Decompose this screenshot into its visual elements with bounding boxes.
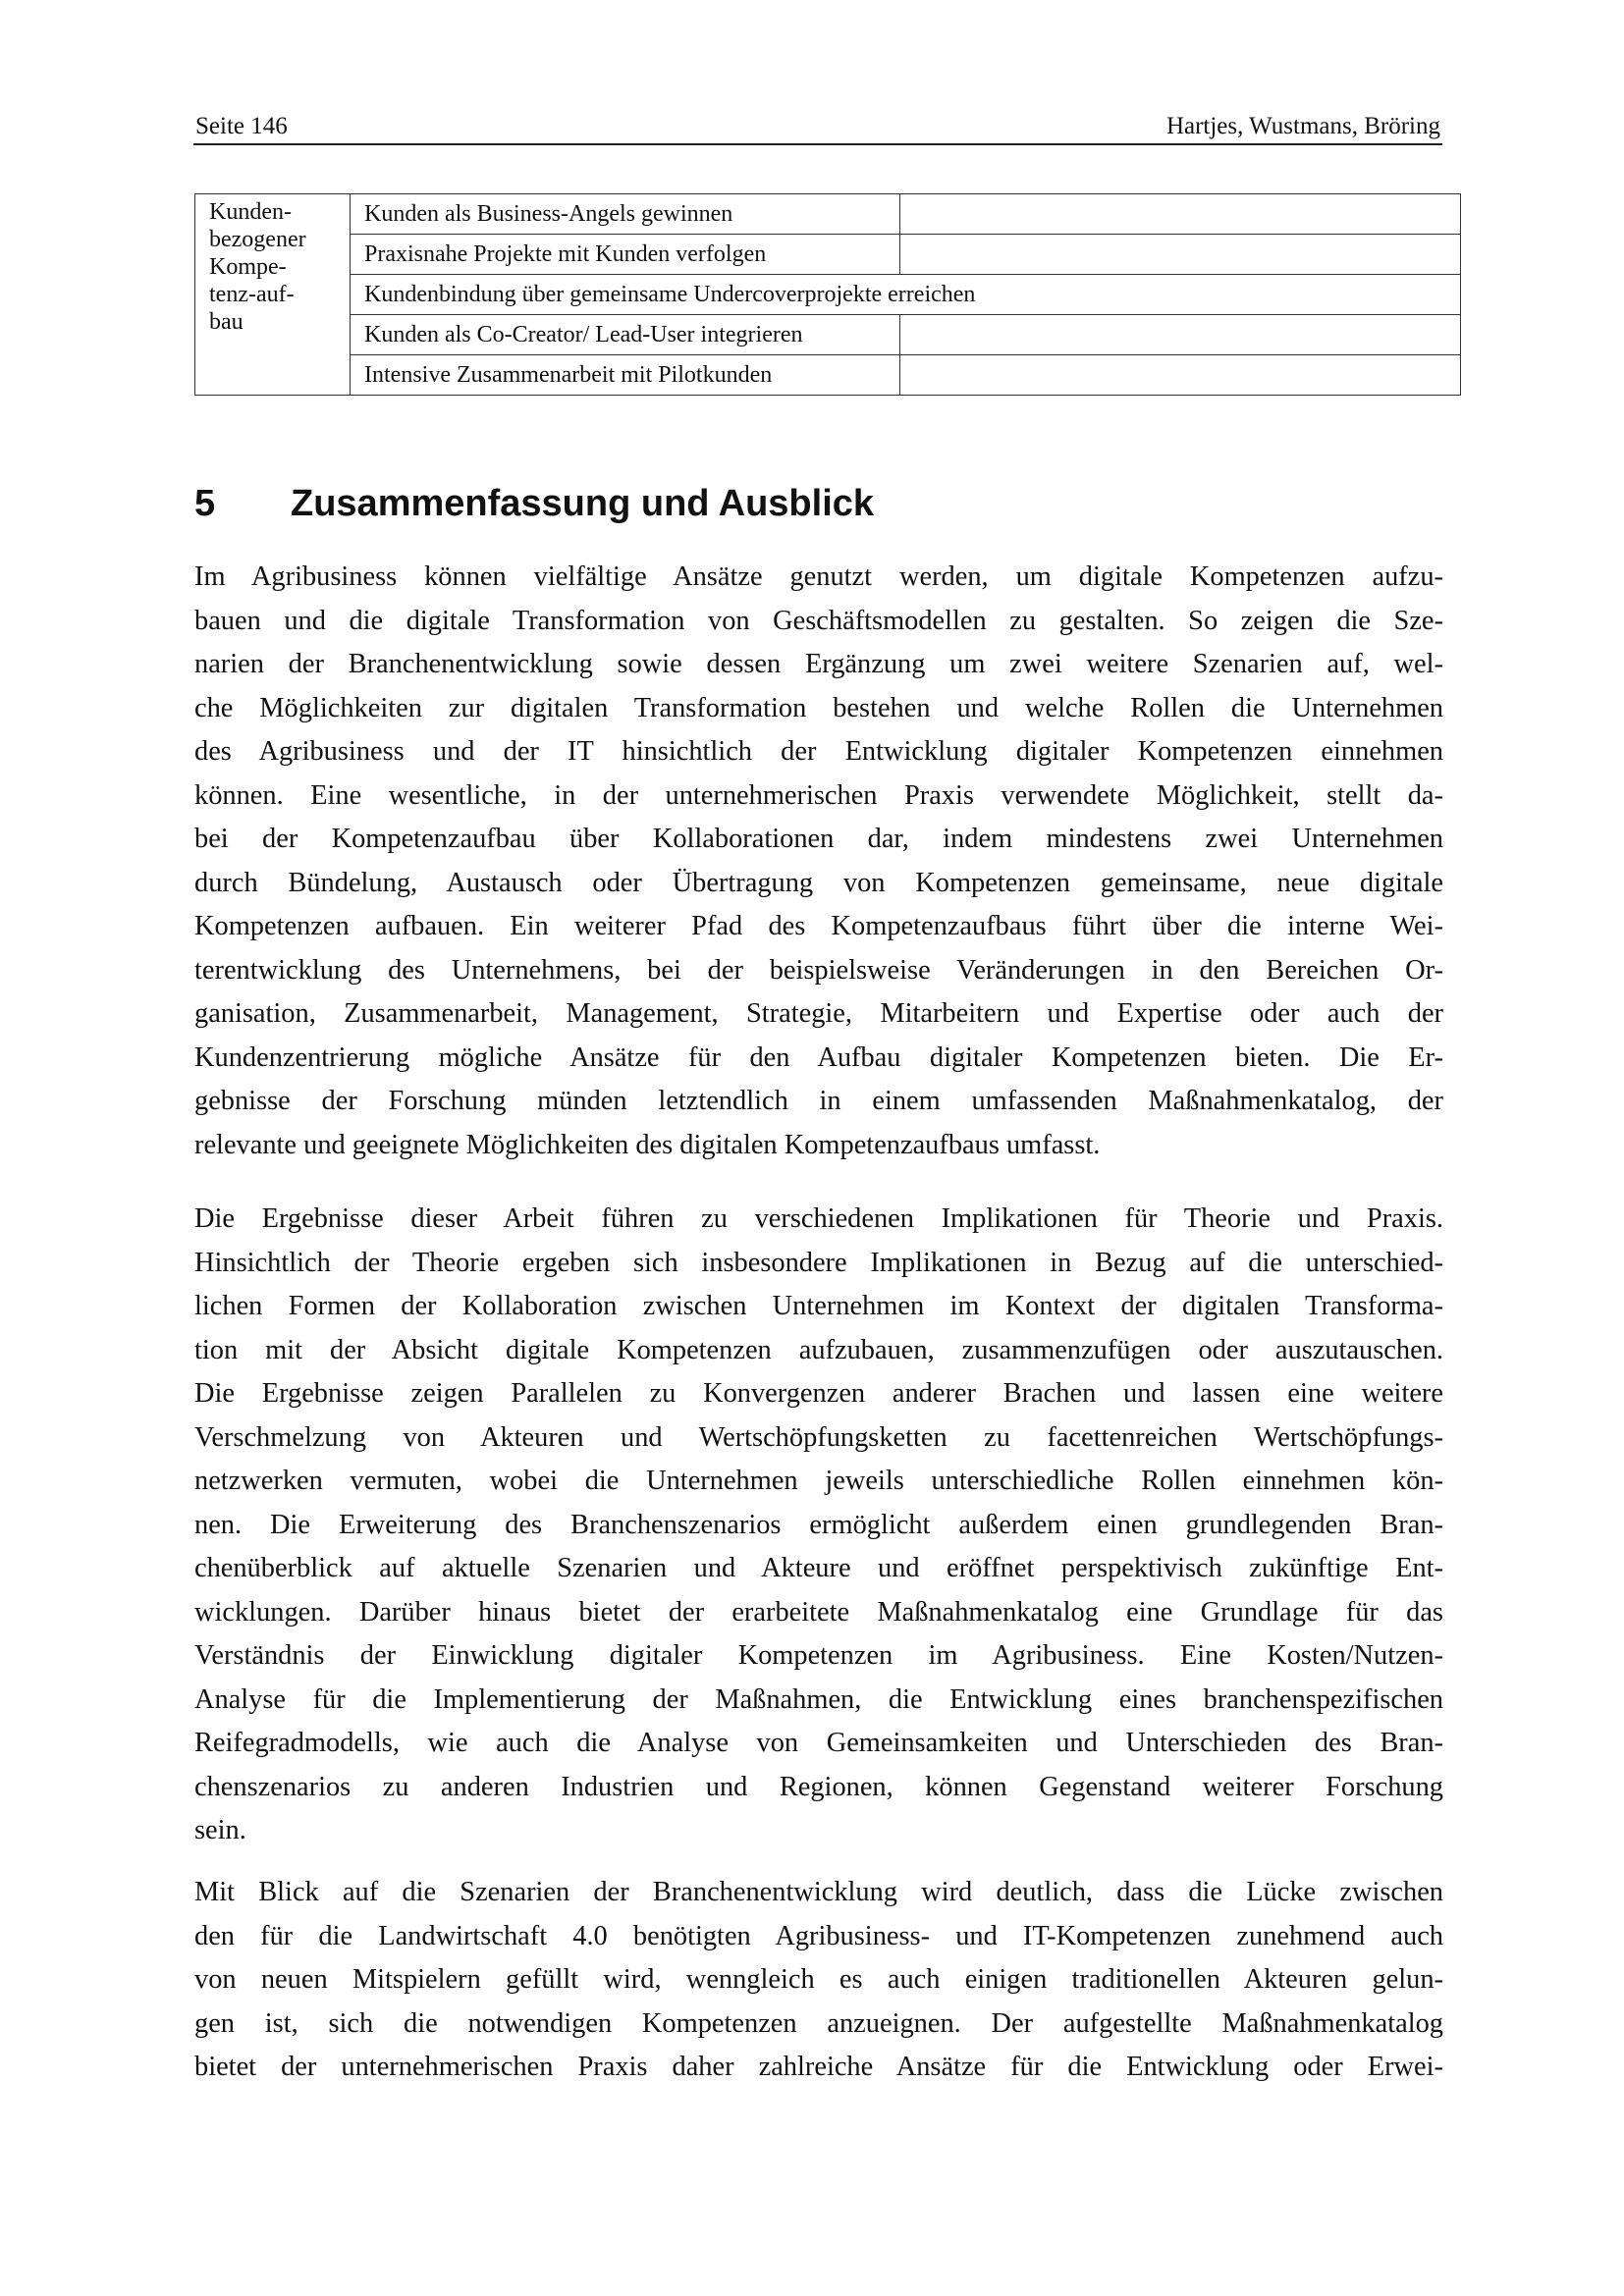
table-row [195, 235, 1461, 275]
text-line: gebnisse der Forschung münden letztendlich in einem umfassenden Maßnahmenkatalog, der [194, 1086, 1443, 1116]
text-line: Reifegradmodells, wie auch die Analyse von Gemeinsamkeiten und Unterschieden des Bran- [194, 1728, 1443, 1758]
group-label-line: bezogener [209, 227, 306, 252]
text-line: tion mit der Absicht digitale Kompetenzen aufzubauen, zusammenzufügen oder auszutauschen. [194, 1334, 1443, 1365]
table-row [195, 275, 1461, 315]
measure-cell: Intensive Zusammenarbeit mit Pilotkunden [351, 355, 900, 396]
empty-cell [900, 355, 1461, 396]
text-line: Kundenzentrierung mögliche Ansätze für den Aufbau digitaler Kompetenzen bieten. Die Er- [194, 1041, 1443, 1073]
text-line: Die Ergebnisse dieser Arbeit führen zu verschiedenen Implikationen für Theorie und Praxis. [194, 1203, 1443, 1234]
group-label-line: Kunden- [209, 199, 292, 225]
paragraph-1 [194, 556, 1443, 1167]
text-line: wicklungen. Darüber hinaus bietet der erarbeitete Maßnahmenkatalog eine Grundlage für das [194, 1596, 1443, 1628]
text-line: können. Eine wesentliche, in der unternehmerischen Praxis verwendete Möglichkeit, stellt da- [194, 779, 1443, 811]
section-heading [194, 481, 874, 526]
text-line: sein. [194, 1815, 246, 1845]
text-line: Verschmelzung von Akteuren und Wertschöpfungsketten zu facettenreichen Wertschöpfungs- [194, 1421, 1443, 1453]
text-line: bietet der unternehmerischen Praxis daher zahlreiche Ansätze für die Entwicklung oder Erwei- [194, 2052, 1443, 2082]
text-line: ganisation, Zusammenarbeit, Management, Strategie, Mitarbeitern und Expertise oder auch der [194, 998, 1443, 1029]
page-label: Seite 146 [195, 113, 288, 139]
text-line: den für die Landwirtschaft 4.0 benötigten Agribusiness- und IT-Kompetenzen zunehmend auch [194, 1920, 1443, 1951]
text-line: bei der Kompetenzaufbau über Kollaborationen dar, indem mindestens zwei Unternehmen [194, 824, 1443, 854]
text-line: che Möglichkeiten zur digitalen Transformation bestehen und welche Rollen die Unternehmen [194, 692, 1443, 723]
empty-cell [900, 315, 1461, 355]
running-header [193, 110, 1442, 145]
text-line: bauen und die digitale Transformation von Geschäftsmodellen zu gestalten. So zeigen die Sze- [194, 605, 1443, 636]
text-line: Mit Blick auf die Szenarien der Branchenentwicklung wird deutlich, dass die Lücke zwischen [194, 1877, 1443, 1907]
text-line: lichen Formen der Kollaboration zwischen Unternehmen im Kontext der digitalen Transforma- [194, 1291, 1443, 1321]
measure-cell: Praxisnahe Projekte mit Kunden verfolgen [351, 235, 900, 275]
group-label-cell [195, 194, 351, 396]
measures-table [194, 193, 1461, 396]
measure-cell: Kundenbindung über gemeinsame Undercoverprojekte erreichen [351, 275, 1461, 315]
group-label-line: tenz-auf- [209, 282, 295, 307]
text-line: Die Ergebnisse zeigen Parallelen zu Konvergenzen anderer Brachen und lassen eine weitere [194, 1378, 1443, 1409]
table-row [195, 315, 1461, 355]
author-names: Hartjes, Wustmans, Bröring [1165, 113, 1440, 139]
text-line: chenüberblick auf aktuelle Szenarien und Akteure und eröffnet perspektivisch zukünftige Ent- [194, 1553, 1443, 1583]
group-label-line: bau [209, 309, 244, 335]
text-line: durch Bündelung, Austausch oder Übertragung von Kompetenzen gemeinsame, neue digitale [194, 867, 1443, 898]
text-line: Im Agribusiness können vielfältige Ansätze genutzt werden, um digitale Kompetenzen aufzu- [194, 561, 1443, 592]
text-line: chenszenarios zu anderen Industrien und Regionen, können Gegenstand weiterer Forschung [194, 1771, 1443, 1802]
text-line: Hinsichtlich der Theorie ergeben sich insbesondere Implikationen in Bezug auf die unterschied- [194, 1247, 1443, 1278]
section-title: Zusammenfassung und Ausblick [291, 483, 875, 524]
text-line: des Agribusiness und der IT hinsichtlich der Entwicklung digitaler Kompetenzen einnehmen [194, 736, 1443, 767]
text-line: Analyse für die Implementierung der Maßnahmen, die Entwicklung eines branchenspezifischen [194, 1683, 1443, 1715]
measure-cell: Kunden als Business-Angels gewinnen [351, 194, 900, 235]
paragraph-3 [194, 1871, 1443, 2090]
section-number: 5 [194, 483, 216, 524]
text-line: nen. Die Erweiterung des Branchenszenarios ermöglicht außerdem einen grundlegenden Bran- [194, 1509, 1443, 1540]
text-line: netzwerken vermuten, wobei die Unternehmen jeweils unterschiedliche Rollen einnehmen kön- [194, 1466, 1443, 1496]
text-line: Kompetenzen aufbauen. Ein weiterer Pfad des Kompetenzaufbaus führt über die interne Wei- [194, 911, 1443, 941]
text-line: gen ist, sich die notwendigen Kompetenzen anzueignen. Der aufgestellte Maßnahmenkatalog [194, 2007, 1443, 2039]
group-label-line: Kompe- [209, 254, 287, 280]
table-row [195, 355, 1461, 396]
table-row [195, 194, 1461, 235]
text-line: narien der Branchenentwicklung sowie dessen Ergänzung um zwei weitere Szenarien auf, wel- [194, 649, 1443, 679]
text-line: Verständnis der Einwicklung digitaler Kompetenzen im Agribusiness. Eine Kosten/Nutzen- [194, 1640, 1443, 1671]
measure-cell: Kunden als Co-Creator/ Lead-User integrieren [351, 315, 900, 355]
paragraph-2 [194, 1198, 1443, 1853]
empty-cell [900, 194, 1461, 235]
text-line: von neuen Mitspielern gefüllt wird, wenngleich es auch einigen traditionellen Akteuren gelun- [194, 1964, 1443, 1995]
text-line: terentwicklung des Unternehmens, bei der beispielsweise Veränderungen in den Bereichen Or- [194, 954, 1443, 986]
text-line: relevante und geeignete Möglichkeiten des digitalen Kompetenzaufbaus umfasst. [194, 1129, 1101, 1160]
empty-cell [900, 235, 1461, 275]
